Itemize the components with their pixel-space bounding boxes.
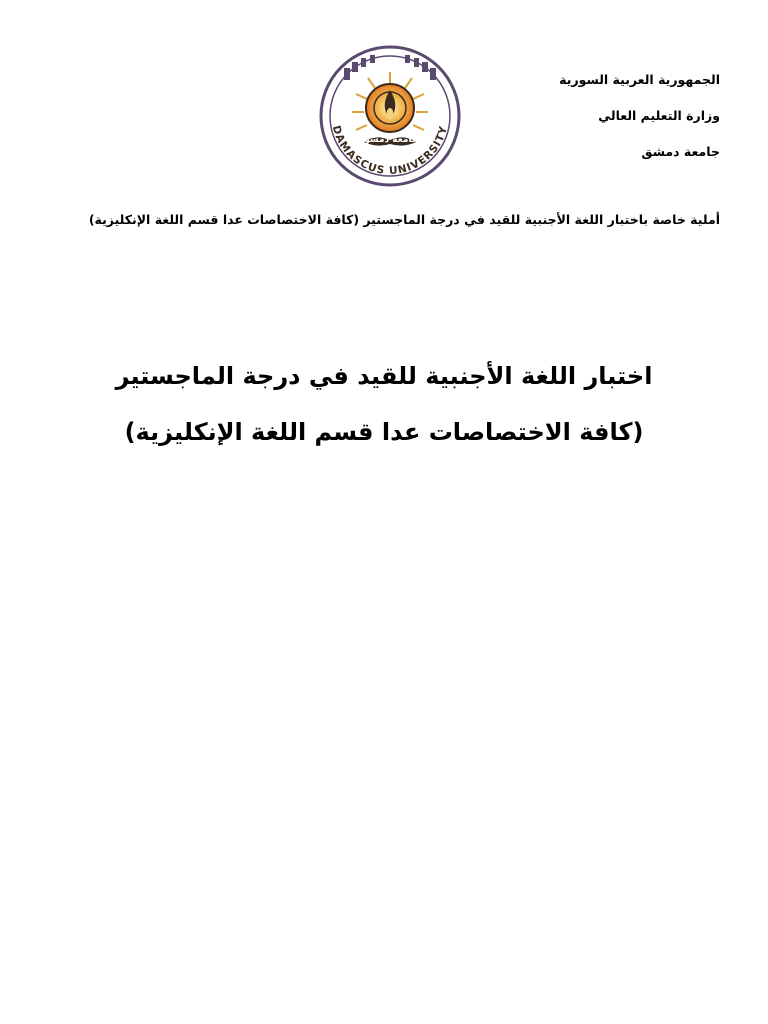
main-title: اختبار اللغة الأجنبية للقيد في درجة الماجستير	[115, 362, 653, 390]
seal-english-text: DAMASCUS UNIVERSITY	[329, 124, 451, 178]
university-line: جامعة دمشق	[641, 144, 720, 159]
country-line: الجمهورية العربية السورية	[559, 72, 720, 87]
seal-arabic-text: جامعة دمشق	[361, 135, 419, 145]
main-subtitle: (كافة الاختصاصات عدا قسم اللغة الإنكليزية)	[124, 418, 644, 446]
ministry-line: وزارة التعليم العالي	[598, 108, 720, 123]
subject-line: أملية خاصة باختبار اللغة الأجنبية للقيد في درجة الماجستير (كافة الاختصاصات عدا قسم اللغة الإنكليزية)	[88, 212, 720, 227]
institution-header	[420, 72, 720, 180]
